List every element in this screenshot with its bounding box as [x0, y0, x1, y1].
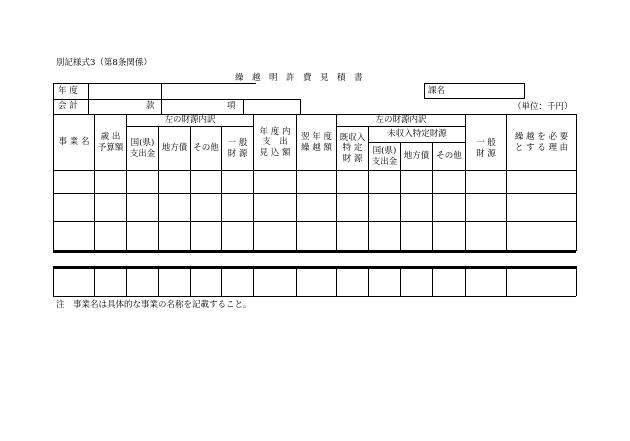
col-expected: 年 度 内 支 出 見 込 額: [259, 126, 291, 158]
col-carryover: 翌 年 度 繰 越 額: [301, 131, 332, 153]
col-general-1: 一 般 財 源: [227, 137, 248, 159]
col-national-2: 国(県) 支出金: [371, 145, 398, 167]
col-unreceived: 未収入特定財源: [387, 129, 447, 140]
col-local-bond-2: 地方債: [403, 151, 430, 162]
form-reference: 別記様式3（第8条関係）: [56, 58, 152, 68]
table-row[interactable]: [54, 171, 576, 193]
col-existing: 既収入 特 定 財 源: [339, 132, 366, 164]
col-other-2: その他: [436, 151, 462, 162]
col-project: 事 業 名: [58, 137, 90, 148]
col-other-1: その他: [193, 143, 219, 154]
section-label: 課名: [428, 86, 446, 96]
col-national-1: 国(県) 支出金: [129, 137, 156, 159]
col-funding-group-2: 左の財源内訳: [375, 115, 427, 126]
table-row-total[interactable]: [54, 269, 576, 296]
document-title: 繰 越 明 許 費 見 積 書: [235, 73, 363, 83]
table-row[interactable]: [54, 194, 576, 221]
kan-label: 款: [146, 101, 155, 111]
year-label: 年 度: [58, 86, 78, 96]
kou-label: 項: [227, 101, 236, 111]
table-row[interactable]: [54, 222, 576, 250]
account-label: 会 計: [58, 101, 78, 111]
col-reason: 繰 越 を 必 要 と す る 理 由: [514, 131, 569, 153]
col-local-bond-1: 地方債: [161, 143, 188, 154]
unit-label: （単位：千円）: [513, 102, 573, 112]
col-general-2: 一 般 財 源: [476, 137, 496, 159]
col-budget: 歳 出 予算額: [97, 131, 124, 153]
col-funding-group-1: 左の財源内訳: [164, 115, 216, 126]
footnote: 注 事業名は具体的な事業の名称を記載すること。: [56, 300, 252, 310]
